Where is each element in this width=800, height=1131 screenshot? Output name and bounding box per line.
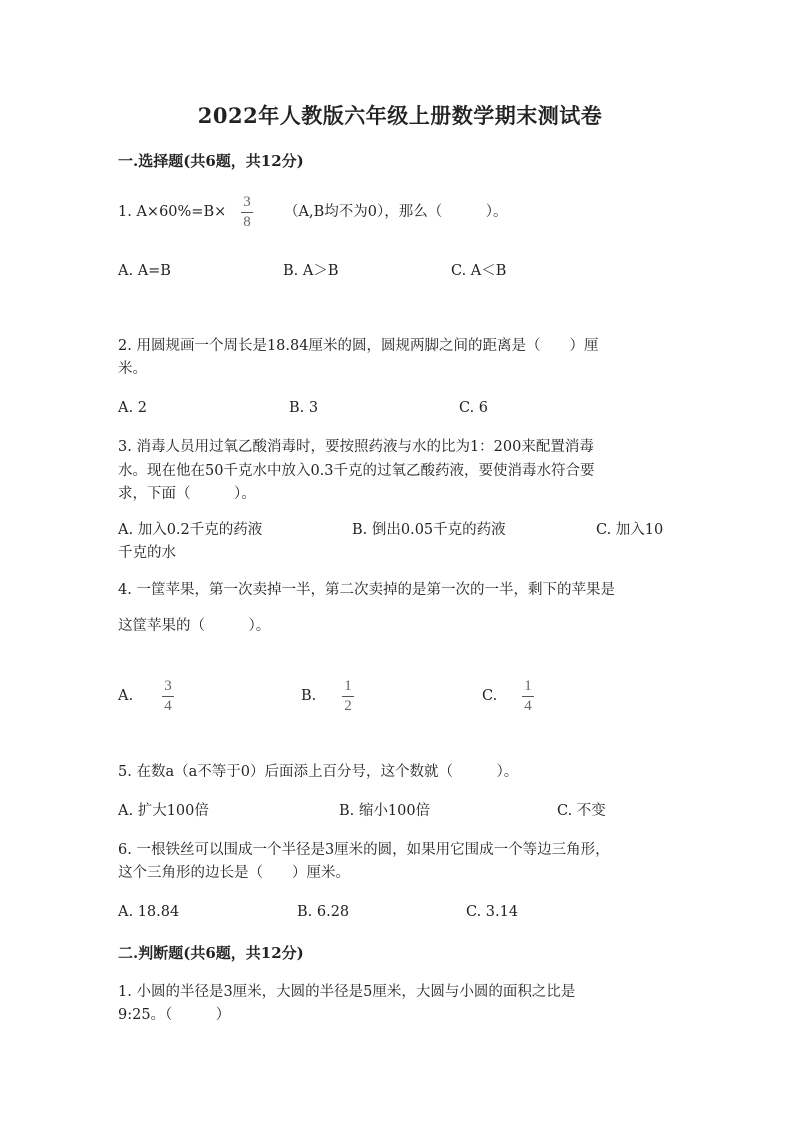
question-3-line-3: 求，下面（ ）。 bbox=[118, 486, 256, 502]
question-1-option-b: B. A＞B bbox=[283, 263, 339, 279]
fraction-denominator: 2 bbox=[344, 698, 352, 714]
fraction-numerator: 1 bbox=[524, 678, 532, 694]
question-4-line-1: 4. 一筐苹果，第一次卖掉一半，第二次卖掉的是第一次的一半，剩下的苹果是 bbox=[118, 582, 615, 598]
question-1-option-c: C. A＜B bbox=[451, 263, 507, 279]
question-5-line-1: 5. 在数a（a不等于0）后面添上百分号，这个数就（ ）。 bbox=[118, 764, 519, 780]
question-4-option-b-fraction bbox=[342, 678, 354, 715]
section-heading-judgement: 二.判断题(共6题，共12分) bbox=[118, 944, 304, 962]
fraction-denominator: 4 bbox=[524, 698, 532, 714]
question-6-option-b: B. 6.28 bbox=[297, 904, 350, 920]
question-4-option-c-label: C. bbox=[482, 688, 498, 704]
fraction-bar bbox=[162, 696, 174, 697]
page-title: 2022年人教版六年级上册数学期末测试卷 bbox=[197, 103, 603, 128]
fraction-numerator: 3 bbox=[243, 194, 251, 210]
question-1-prefix: 1. A×60%=B× bbox=[118, 204, 227, 220]
section-heading-choice: 一.选择题(共6题，共12分) bbox=[118, 152, 304, 170]
question-2-line-2: 米。 bbox=[118, 361, 147, 377]
question-3-option-c: C. 加入10 bbox=[596, 522, 664, 538]
question-2-option-b: B. 3 bbox=[289, 400, 319, 416]
question-1-suffix: （A,B均不为0），那么（ ）。 bbox=[284, 204, 508, 220]
fraction-denominator: 8 bbox=[243, 214, 251, 230]
fraction-bar bbox=[522, 696, 534, 697]
question-3-option-b: B. 倒出0.05千克的药液 bbox=[352, 522, 506, 538]
question-3-option-a: A. 加入0.2千克的药液 bbox=[118, 522, 263, 538]
question-6-option-a: A. 18.84 bbox=[118, 904, 180, 920]
question-6-line-1: 6. 一根铁丝可以围成一个半径是3厘米的圆，如果用它围成一个等边三角形， bbox=[118, 842, 610, 858]
question-4-line-2: 这筐苹果的（ ）。 bbox=[118, 618, 271, 634]
question-1-option-a: A. A=B bbox=[118, 263, 171, 279]
fraction-numerator: 3 bbox=[164, 678, 172, 694]
fraction-denominator: 4 bbox=[164, 698, 172, 714]
question-2-option-c: C. 6 bbox=[459, 400, 489, 416]
question-4-option-b-label: B. bbox=[301, 688, 317, 704]
question-5-option-a: A. 扩大100倍 bbox=[118, 803, 209, 819]
question-3-option-c-continued: 千克的水 bbox=[118, 545, 176, 561]
question-2-option-a: A. 2 bbox=[118, 400, 147, 416]
question-3-line-1: 3. 消毒人员用过氧乙酸消毒时，要按照药液与水的比为1：200来配置消毒 bbox=[118, 439, 594, 455]
question-6-line-2: 这个三角形的边长是（ ）厘米。 bbox=[118, 865, 350, 881]
fraction-numerator: 1 bbox=[344, 678, 352, 694]
question-4-option-a-label: A. bbox=[118, 688, 134, 704]
question-4-option-a-fraction bbox=[162, 678, 174, 715]
fraction-bar bbox=[241, 212, 253, 213]
question-1-fraction bbox=[241, 194, 253, 231]
judgement-1-line-1: 1. 小圆的半径是3厘米，大圆的半径是5厘米，大圆与小圆的面积之比是 bbox=[118, 984, 576, 1000]
fraction-bar bbox=[342, 696, 354, 697]
question-4-option-c-fraction bbox=[522, 678, 534, 715]
question-5-option-b: B. 缩小100倍 bbox=[339, 803, 431, 819]
question-6-option-c: C. 3.14 bbox=[466, 904, 519, 920]
question-5-option-c: C. 不变 bbox=[557, 803, 606, 819]
question-2-line-1: 2. 用圆规画一个周长是18.84厘米的圆，圆规两脚之间的距离是（ ）厘 bbox=[118, 338, 599, 354]
judgement-1-line-2: 9:25。（ ） bbox=[118, 1007, 231, 1023]
question-3-line-2: 水。现在他在50千克水中放入0.3千克的过氧乙酸药液，要使消毒水符合要 bbox=[118, 463, 595, 479]
